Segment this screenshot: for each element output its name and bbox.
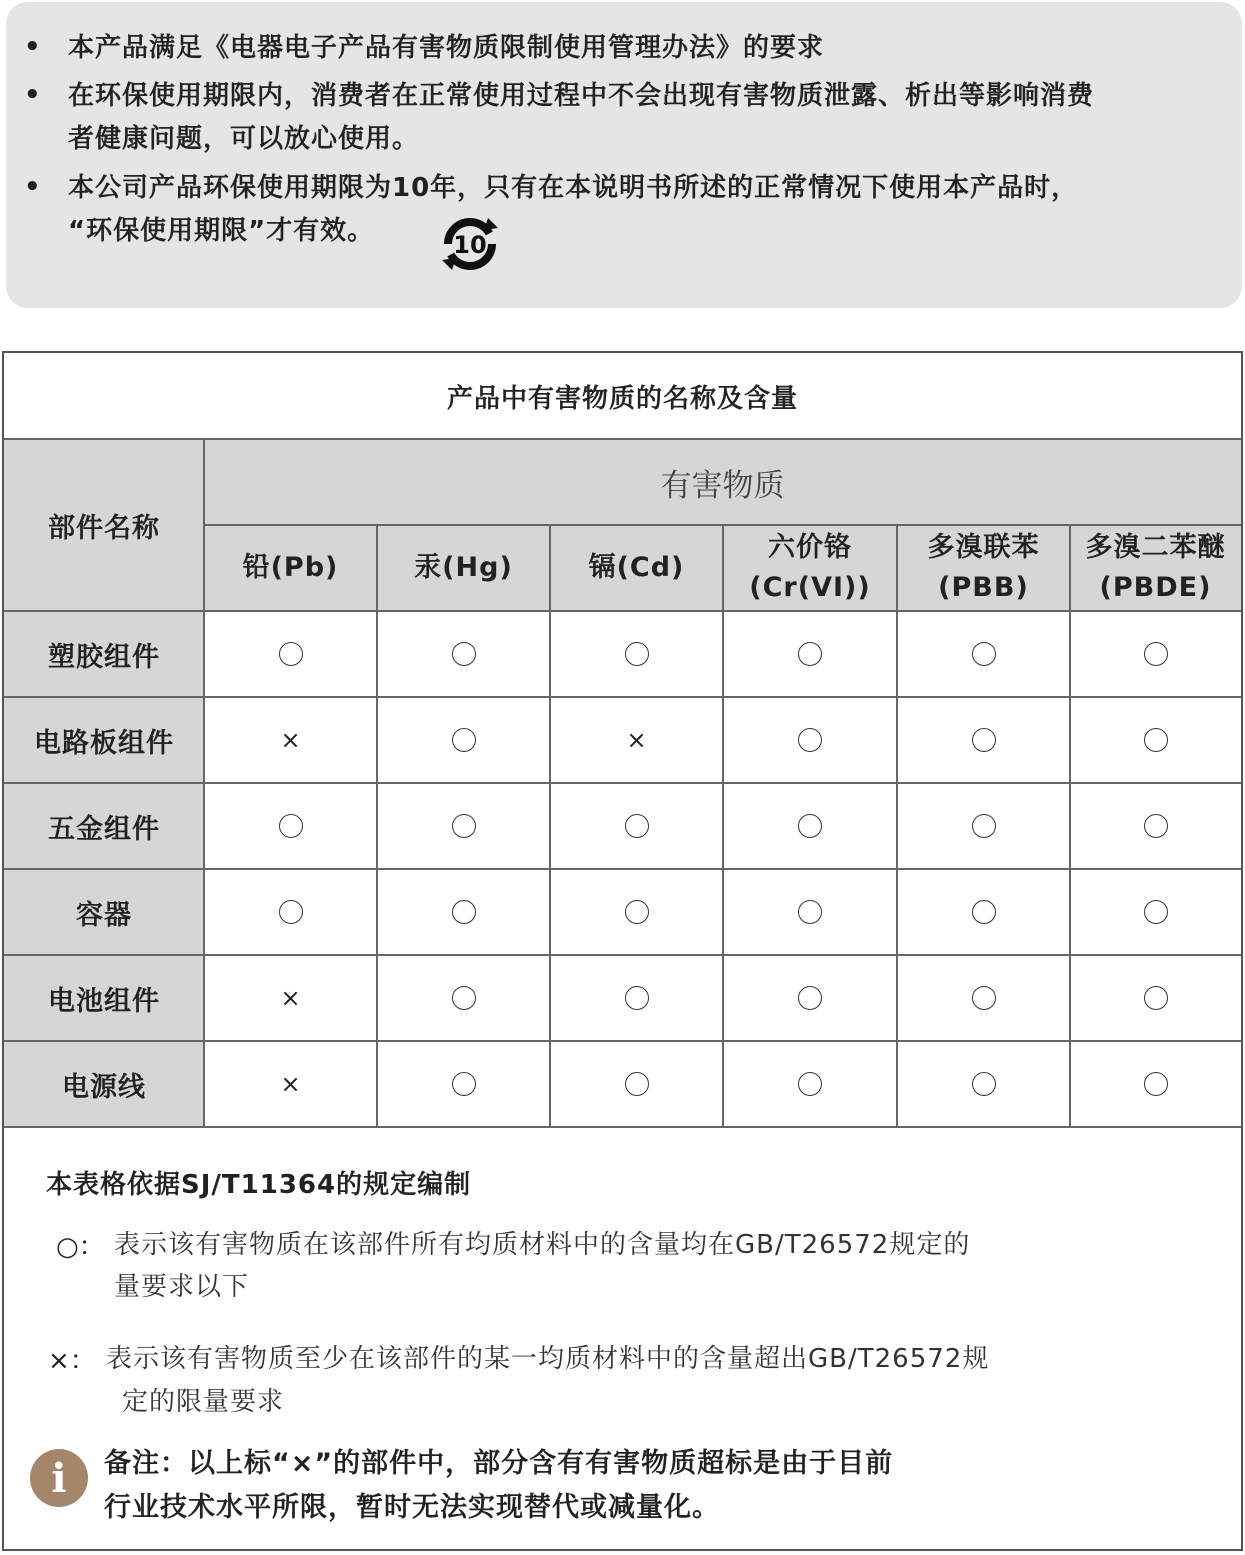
compliant-circle-icon — [452, 1072, 476, 1096]
table-basis-note: 本表格依据SJ/T11364的规定编制 — [46, 1170, 472, 1200]
table-cell — [377, 783, 550, 869]
cross-legend-symbol: ×： — [48, 1346, 96, 1376]
table-cell — [550, 783, 723, 869]
compliant-circle-icon — [1144, 728, 1168, 752]
substance-name: 镉(Cd) — [588, 552, 685, 583]
table-cell — [204, 611, 377, 697]
substance-formula: (PBB) — [938, 572, 1029, 603]
substance-name: 汞(Hg) — [414, 552, 513, 583]
remark-line-1: 备注：以上标“×”的部件中，部分含有有害物质超标是由于目前 — [104, 1448, 894, 1479]
table-cell — [897, 955, 1070, 1041]
part-name-cell: 电池组件 — [4, 955, 204, 1041]
compliant-circle-icon — [972, 642, 996, 666]
table-cell — [723, 611, 897, 697]
part-name-cell: 五金组件 — [4, 783, 204, 869]
notice-item-1: 本产品满足《电器电子产品有害物质限制使用管理办法》的要求 — [68, 33, 825, 63]
table-cell — [204, 1041, 377, 1127]
compliant-circle-icon — [972, 986, 996, 1010]
table-cell — [723, 1041, 897, 1127]
grid-line — [4, 438, 1241, 440]
grid-line — [4, 1126, 1241, 1128]
part-name-cell: 电源线 — [4, 1041, 204, 1127]
grid-line — [1069, 525, 1071, 1127]
table-cell — [897, 1041, 1070, 1127]
compliant-circle-icon — [279, 642, 303, 666]
notice-item-2-line-2: 者健康问题，可以放心使用。 — [68, 124, 420, 154]
table-cell — [377, 869, 550, 955]
table-cell — [723, 697, 897, 783]
part-name-cell: 容器 — [4, 869, 204, 955]
eco-period-logo-icon — [438, 212, 502, 276]
info-icon: i — [30, 1449, 88, 1507]
table-cell — [204, 697, 377, 783]
table-cell — [1070, 611, 1241, 697]
compliant-circle-icon — [625, 814, 649, 838]
exceeds-cross-mark: × — [280, 1070, 301, 1098]
grid-line — [549, 525, 551, 1127]
substance-formula: (PBDE) — [1099, 572, 1212, 603]
compliant-circle-icon — [625, 642, 649, 666]
table-cell — [897, 697, 1070, 783]
compliant-circle-icon — [452, 986, 476, 1010]
grid-line — [4, 610, 1241, 612]
circle-legend-symbol: ○： — [56, 1232, 105, 1262]
table-cell — [550, 869, 723, 955]
remark — [104, 1442, 893, 1530]
remark-line-2: 行业技术水平所限，暂时无法实现替代或减量化。 — [104, 1492, 720, 1523]
compliant-circle-icon — [972, 900, 996, 924]
grid-line — [896, 525, 898, 1127]
substance-name: 多溴联苯 — [927, 532, 1040, 563]
compliant-circle-icon — [1144, 642, 1168, 666]
exceeds-cross-mark: × — [626, 726, 647, 754]
table-cell — [897, 869, 1070, 955]
table-cell — [723, 869, 897, 955]
substance-header-3 — [723, 525, 897, 611]
table-cell — [897, 783, 1070, 869]
compliant-circle-icon — [798, 900, 822, 924]
compliant-circle-icon — [452, 900, 476, 924]
bullet: • — [24, 80, 41, 110]
substance-group-header: 有害物质 — [204, 439, 1241, 525]
table-cell — [897, 611, 1070, 697]
compliant-circle-icon — [625, 986, 649, 1010]
substance-header-0 — [204, 525, 377, 611]
table-cell — [550, 611, 723, 697]
substance-header-1 — [377, 525, 550, 611]
table-cell — [377, 697, 550, 783]
table-cell — [1070, 1041, 1241, 1127]
cross-legend-line-1: 表示该有害物质至少在该部件的某一均质材料中的含量超出GB/T26572规 — [106, 1344, 990, 1374]
table-cell — [377, 611, 550, 697]
table-title: 产品中有害物质的名称及含量 — [446, 383, 798, 414]
table-cell — [550, 955, 723, 1041]
table-cell — [204, 955, 377, 1041]
exceeds-cross-mark: × — [280, 726, 301, 754]
substance-header-5 — [1070, 525, 1241, 611]
grid-line — [4, 782, 1241, 784]
substance-formula: (Cr(VI)) — [749, 572, 871, 603]
table-cell — [723, 783, 897, 869]
compliant-circle-icon — [972, 728, 996, 752]
bullet: • — [24, 32, 41, 62]
table-cell — [1070, 697, 1241, 783]
compliant-circle-icon — [972, 1072, 996, 1096]
substance-name: 六价铬 — [768, 532, 852, 563]
grid-line — [376, 525, 378, 1127]
part-name-cell: 塑胶组件 — [4, 611, 204, 697]
grid-line — [4, 1040, 1241, 1042]
compliant-circle-icon — [1144, 1072, 1168, 1096]
compliant-circle-icon — [798, 642, 822, 666]
table-cell — [1070, 783, 1241, 869]
compliant-circle-icon — [625, 1072, 649, 1096]
exceeds-cross-mark: × — [280, 984, 301, 1012]
notice-item-2-line-1: 在环保使用期限内，消费者在正常使用过程中不会出现有害物质泄露、析出等影响消费 — [68, 81, 1095, 111]
table-cell — [723, 955, 897, 1041]
grid-line — [203, 439, 205, 1127]
compliant-circle-icon — [798, 986, 822, 1010]
table-cell — [204, 783, 377, 869]
compliant-circle-icon — [452, 728, 476, 752]
compliant-circle-icon — [972, 814, 996, 838]
circle-legend-line-1: 表示该有害物质在该部件所有均质材料中的含量均在GB/T26572规定的 — [114, 1230, 971, 1260]
cross-legend-line-2: 定的限量要求 — [122, 1387, 285, 1417]
table-cell — [377, 955, 550, 1041]
substance-name: 多溴二苯醚 — [1085, 532, 1226, 563]
part-name-header: 部件名称 — [4, 439, 204, 611]
table-cell — [550, 697, 723, 783]
grid-line — [4, 696, 1241, 698]
compliant-circle-icon — [1144, 986, 1168, 1010]
grid-line — [4, 954, 1241, 956]
notice-item-3-line-1: 本公司产品环保使用期限为10年，只有在本说明书所述的正常情况下使用本产品时， — [68, 173, 1079, 203]
compliant-circle-icon — [625, 900, 649, 924]
grid-line — [4, 868, 1241, 870]
compliant-circle-icon — [798, 814, 822, 838]
notice-item-3-line-2: “环保使用期限”才有效。 — [68, 216, 375, 246]
bullet: • — [24, 172, 41, 202]
compliant-circle-icon — [279, 814, 303, 838]
compliant-circle-icon — [452, 642, 476, 666]
grid-line — [722, 525, 724, 1127]
table-cell — [204, 869, 377, 955]
compliant-circle-icon — [798, 1072, 822, 1096]
table-cell — [550, 1041, 723, 1127]
table-cell — [1070, 869, 1241, 955]
compliant-circle-icon — [798, 728, 822, 752]
compliance-notice-box — [6, 2, 1242, 308]
table-cell — [377, 1041, 550, 1127]
compliant-circle-icon — [1144, 814, 1168, 838]
eco-logo-number: 10 — [453, 231, 487, 259]
circle-legend-line-2: 量要求以下 — [114, 1272, 250, 1302]
compliant-circle-icon — [279, 900, 303, 924]
compliant-circle-icon — [1144, 900, 1168, 924]
substance-name: 铅(Pb) — [242, 552, 339, 583]
table-cell — [1070, 955, 1241, 1041]
part-name-cell: 电路板组件 — [4, 697, 204, 783]
substance-header-2 — [550, 525, 723, 611]
compliant-circle-icon — [452, 814, 476, 838]
substance-header-4 — [897, 525, 1070, 611]
